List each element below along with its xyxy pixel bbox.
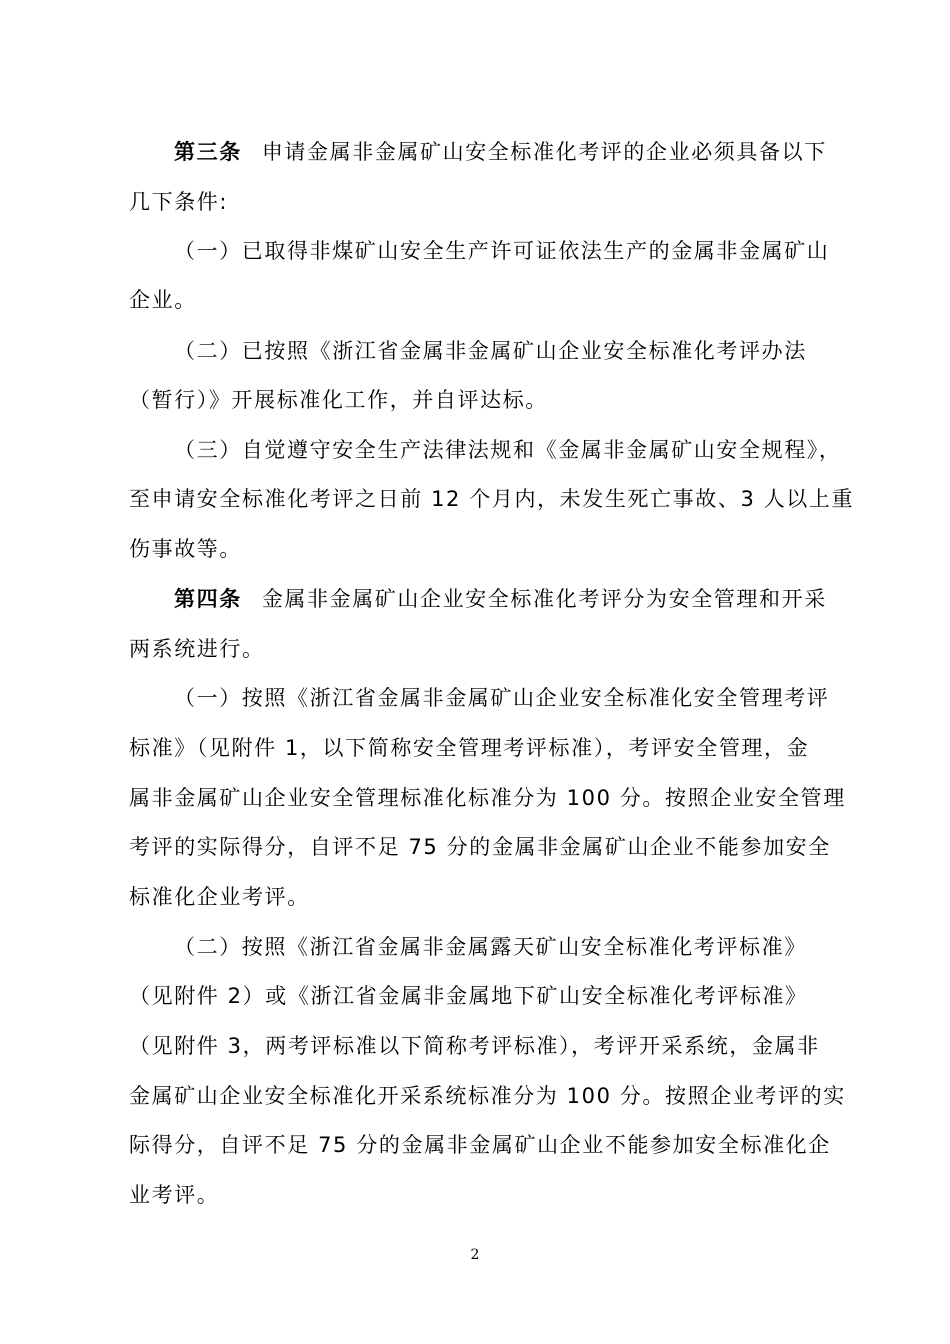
article4-item2-line-2: （见附件 2）或《浙江省金属非金属地下矿山安全标准化考评标准》	[129, 984, 808, 1008]
article3-item2-line-1: （二）已按照《浙江省金属非金属矿山企业安全标准化考评办法	[174, 339, 807, 363]
article3-text-1: 申请金属非金属矿山安全标准化考评的企业必须具备以下	[261, 140, 827, 164]
article4-item2-line-6: 业考评。	[129, 1183, 220, 1207]
article3-item1-line-2: 企业。	[129, 288, 197, 312]
article3-item3-line-1: （三）自觉遵守安全生产法律法规和《金属非金属矿山安全规程》，	[174, 438, 842, 462]
article4-item1-line-2: 标准》（见附件 1，以下简称安全管理考评标准），考评安全管理，金	[129, 736, 810, 760]
article4-item1-line-3: 属非金属矿山企业安全管理标准化标准分为 100 分。按照企业安全管理	[129, 786, 846, 810]
article4-item1-line-1: （一）按照《浙江省金属非金属矿山企业安全标准化安全管理考评	[174, 686, 830, 710]
article4-item1-line-5: 标准化企业考评。	[129, 885, 310, 909]
article4-item2-line-3: （见附件 3，两考评标准以下简称考评标准），考评开采系统，金属非	[129, 1034, 820, 1058]
article4-item2-line-5: 际得分，自评不足 75 分的金属非金属矿山企业不能参加安全标准化企	[129, 1133, 831, 1157]
article3-heading: 第三条	[174, 140, 242, 164]
article4-item2-line-1: （二）按照《浙江省金属非金属露天矿山安全标准化考评标准》	[174, 935, 807, 959]
article4-line-1	[174, 584, 874, 614]
article4-heading: 第四条	[174, 587, 242, 611]
article4-item2-line-4: 金属矿山企业安全标准化开采系统标准分为 100 分。按照企业考评的实	[129, 1084, 846, 1108]
article3-item2-line-2: （暂行）》开展标准化工作，并自评达标。	[129, 388, 548, 412]
article3-line-2: 几下条件:	[129, 190, 229, 214]
article3-item3-line-2: 至申请安全标准化考评之日前 12 个月内，未发生死亡事故、3 人以上重	[129, 487, 855, 511]
article4-line-2: 两系统进行。	[129, 637, 265, 661]
article3-item1-line-1: （一）已取得非煤矿山安全生产许可证依法生产的金属非金属矿山	[174, 239, 830, 263]
page-number: 2	[470, 1247, 480, 1263]
article4-item1-line-4: 考评的实际得分，自评不足 75 分的金属非金属矿山企业不能参加安全	[129, 835, 831, 859]
article3-line-1	[174, 137, 874, 167]
article3-item3-line-3: 伤事故等。	[129, 537, 242, 561]
article4-text-1: 金属非金属矿山企业安全标准化考评分为安全管理和开采	[261, 587, 827, 611]
